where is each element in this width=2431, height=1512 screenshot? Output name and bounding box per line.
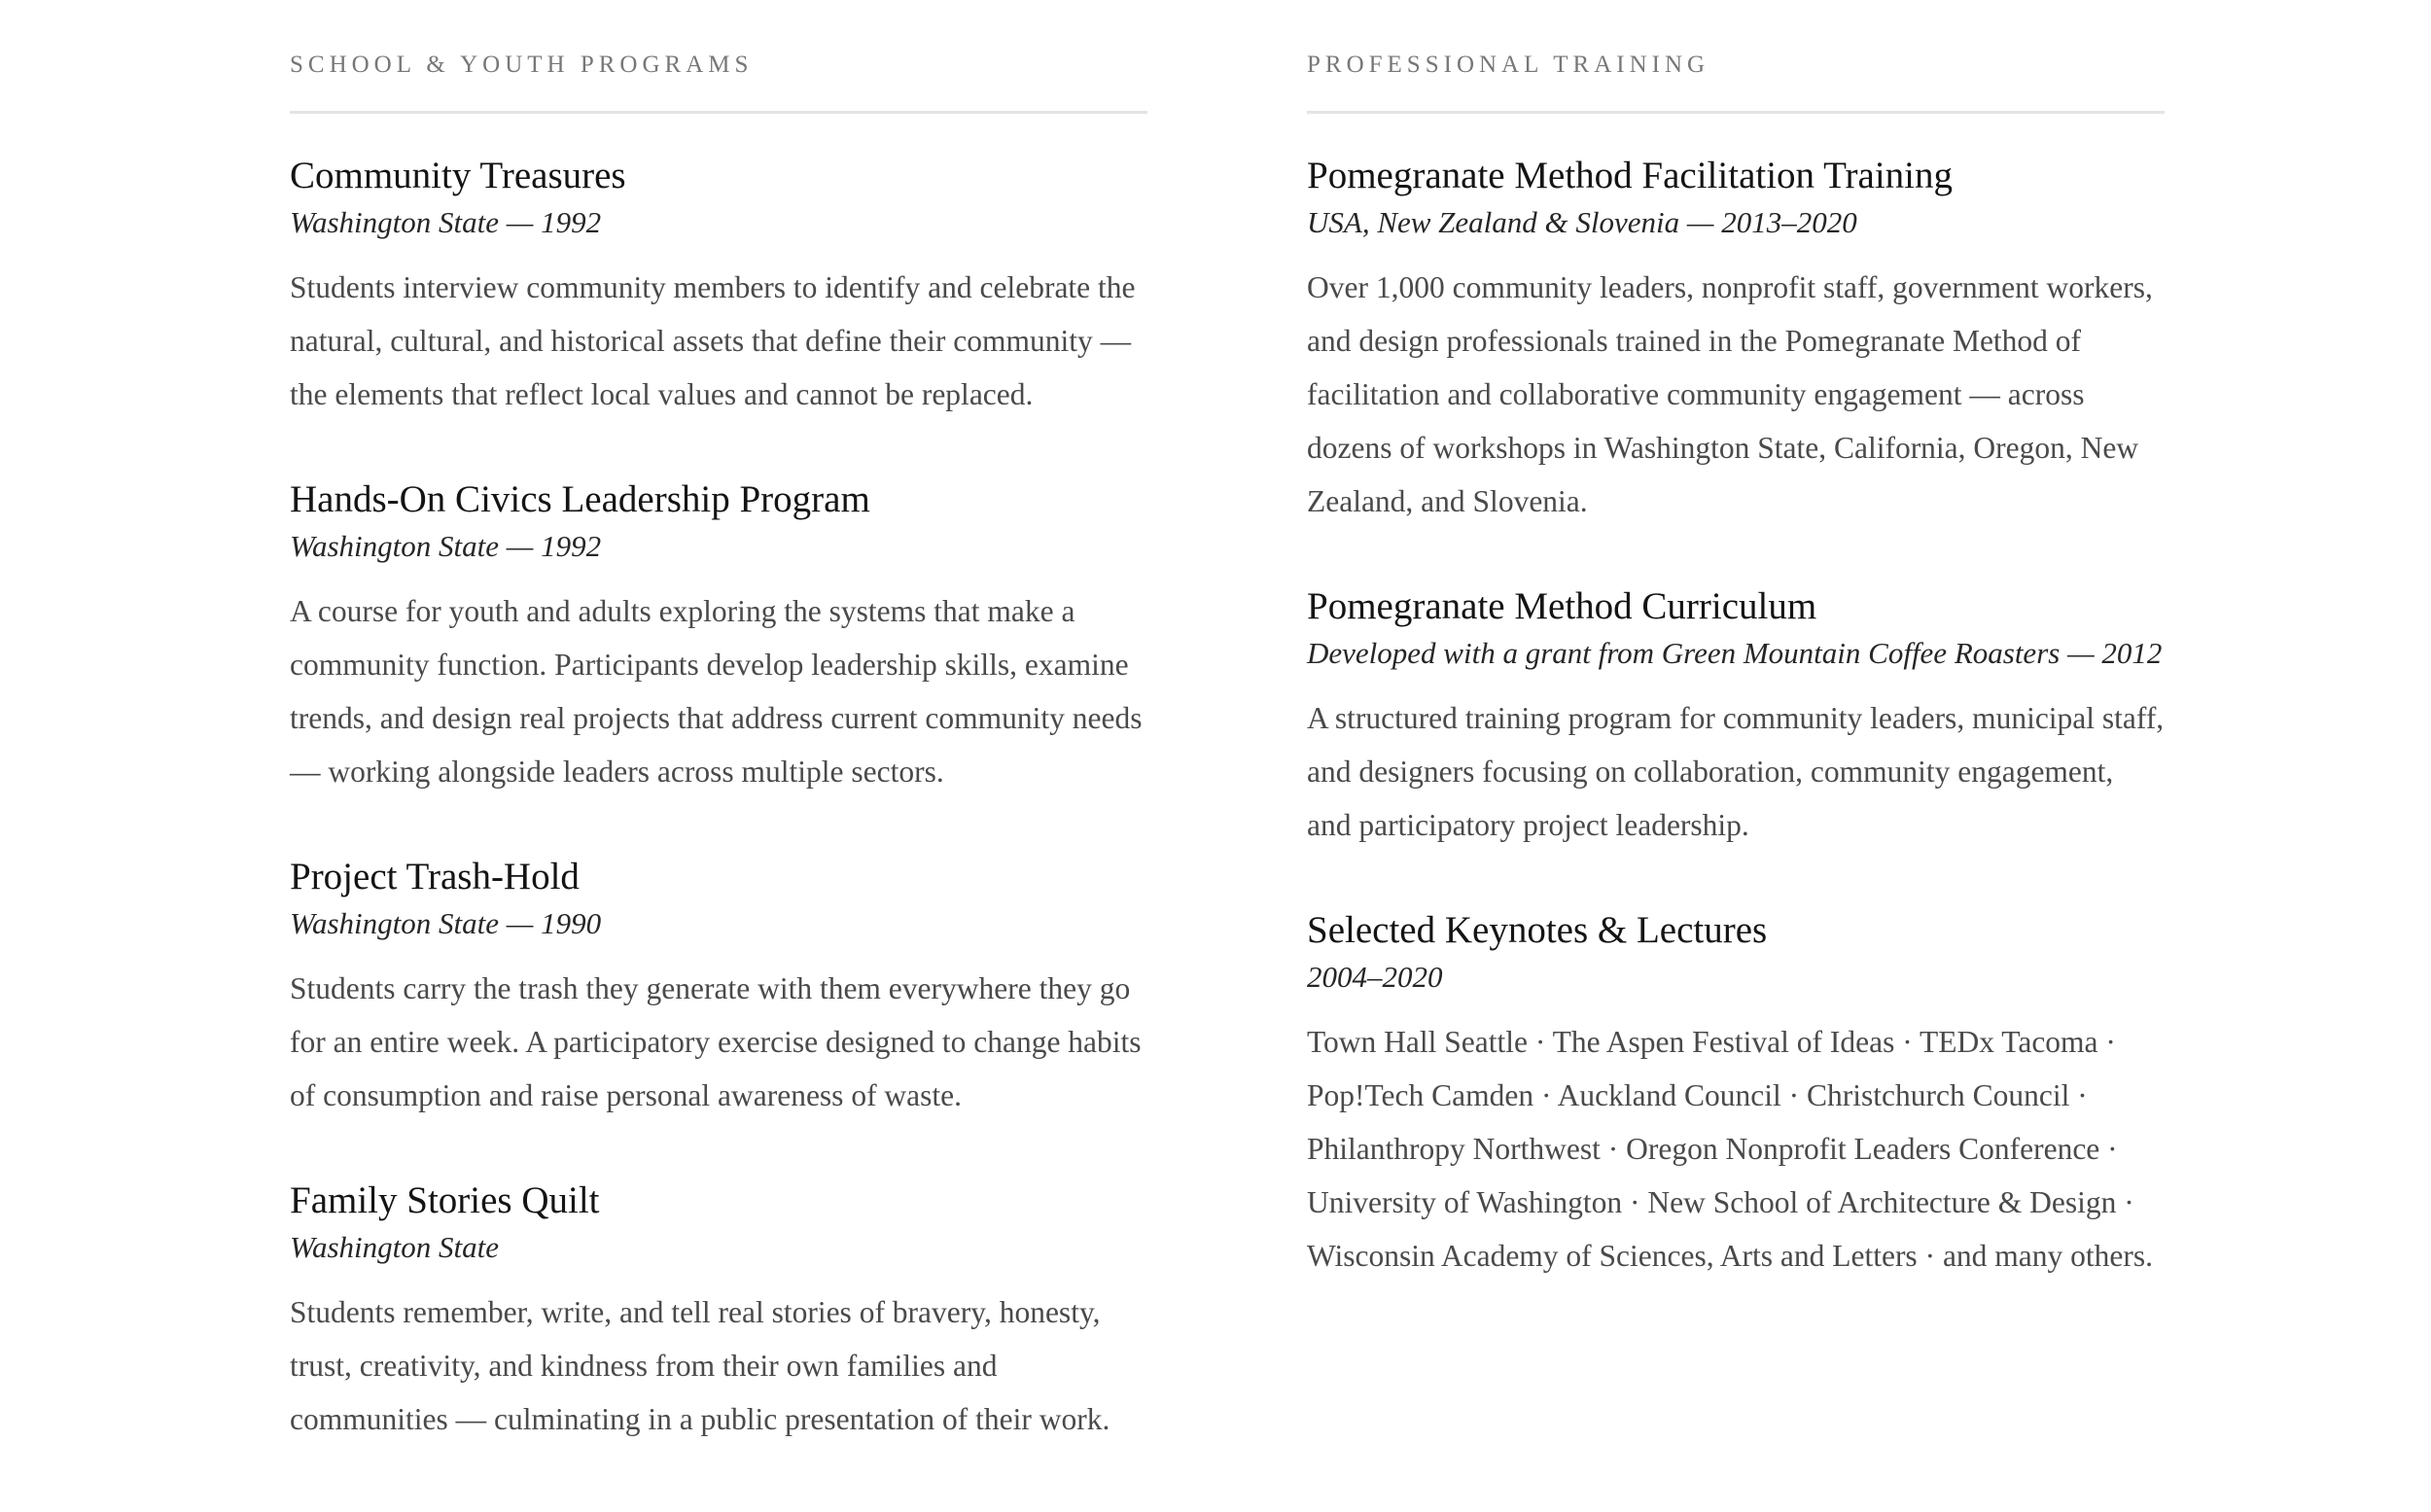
training-title: Selected Keynotes & Lectures [1307, 909, 1768, 951]
venue-separator: · [2099, 1132, 2118, 1166]
venue-item: The Aspen Festival of Ideas [1552, 1025, 1895, 1059]
section-divider [1307, 111, 2165, 114]
venue-item: University of Washington [1307, 1185, 1623, 1219]
section-heading: PROFESSIONAL TRAINING [1307, 52, 1710, 78]
training-title: Pomegranate Method Facilitation Training [1307, 155, 1954, 196]
program-entry [290, 1177, 1147, 1446]
venue-separator: · [1894, 1025, 1920, 1059]
venue-item: TEDx Tacoma [1920, 1025, 2098, 1059]
venue-separator: · [1917, 1239, 1943, 1273]
training-description: Over 1,000 community leaders, nonprofit staff, government workers, and design professionals trained in the Pomegranate Method of facilitation and collaborative community engagement — across dozens of workshops in Washington State, California, Oregon, New Zealand, and Slovenia. [1307, 270, 2153, 518]
program-meta: Washington State — 1992 [290, 529, 602, 563]
program-description: Students remember, write, and tell real stories of bravery, honesty, trust, creativity, and kindness from their own families and communities — culminating in a public presentation of their work. [290, 1295, 1110, 1436]
program-meta: Washington State [290, 1230, 500, 1264]
training-entry [1307, 152, 2165, 528]
venue-item: New School of Architecture & Design [1647, 1185, 2117, 1219]
program-meta: Washington State — 1990 [290, 906, 602, 940]
venue-separator: · [2069, 1078, 2088, 1112]
training-entry [1307, 906, 2165, 1283]
training-entry [1307, 582, 2165, 852]
program-title: Family Stories Quilt [290, 1179, 600, 1221]
training-title: Pomegranate Method Curriculum [1307, 585, 1817, 627]
program-entry [290, 853, 1147, 1122]
venue-separator: · [2116, 1185, 2134, 1219]
program-entry [290, 152, 1147, 421]
program-description: Students interview community members to identify and celebrate the natural, cultural, and historical assets that define their community — the elements that reflect local values and cannot be replaced. [290, 270, 1136, 411]
school-youth-programs-column [290, 0, 1147, 1500]
program-title: Project Trash-Hold [290, 856, 580, 897]
program-description: A course for youth and adults exploring the systems that make a community function. Participants develop leadership skills, examine trends, and design real projects that address current community needs — working alongside leaders across multiple sectors. [290, 594, 1143, 789]
professional-training-column [1307, 0, 2165, 1337]
section-divider [290, 111, 1147, 114]
venue-separator: · [1622, 1185, 1648, 1219]
training-description: A structured training program for community leaders, municipal staff, and designers focusing on collaboration, community engagement, and participatory project leadership. [1307, 701, 2165, 842]
venue-separator: · [1600, 1132, 1627, 1166]
venue-item: Town Hall Seattle [1307, 1025, 1528, 1059]
venue-separator: · [2097, 1025, 2116, 1059]
venue-separator: · [1528, 1025, 1553, 1059]
program-entry [290, 475, 1147, 798]
venue-separator: · [1533, 1078, 1558, 1112]
section-heading: SCHOOL & YOUTH PROGRAMS [290, 52, 754, 78]
program-title: Community Treasures [290, 155, 626, 196]
training-meta: Developed with a grant from Green Mountain Coffee Roasters — 2012 [1307, 636, 2163, 670]
program-meta: Washington State — 1992 [290, 205, 602, 239]
training-meta: USA, New Zealand & Slovenia — 2013–2020 [1307, 205, 1857, 239]
venue-item: and many others. [1942, 1239, 2154, 1273]
venue-separator: · [1780, 1078, 1807, 1112]
venue-item: Auckland Council [1557, 1078, 1781, 1112]
program-description: Students carry the trash they generate with them everywhere they go for an entire week. A participatory exercise designed to change habits of consumption and raise personal awareness of waste. [290, 971, 1142, 1112]
venue-item: Philanthropy Northwest [1307, 1132, 1601, 1166]
venue-item: Oregon Nonprofit Leaders Conference [1626, 1132, 2100, 1166]
venue-list [1307, 1015, 2165, 1283]
program-title: Hands-On Civics Leadership Program [290, 478, 870, 520]
venue-item: Wisconsin Academy of Sciences, Arts and Letters [1307, 1239, 1918, 1273]
venue-item: Christchurch Council [1806, 1078, 2070, 1112]
training-meta: 2004–2020 [1307, 960, 1443, 994]
venue-item: Pop!Tech Camden [1307, 1078, 1534, 1112]
